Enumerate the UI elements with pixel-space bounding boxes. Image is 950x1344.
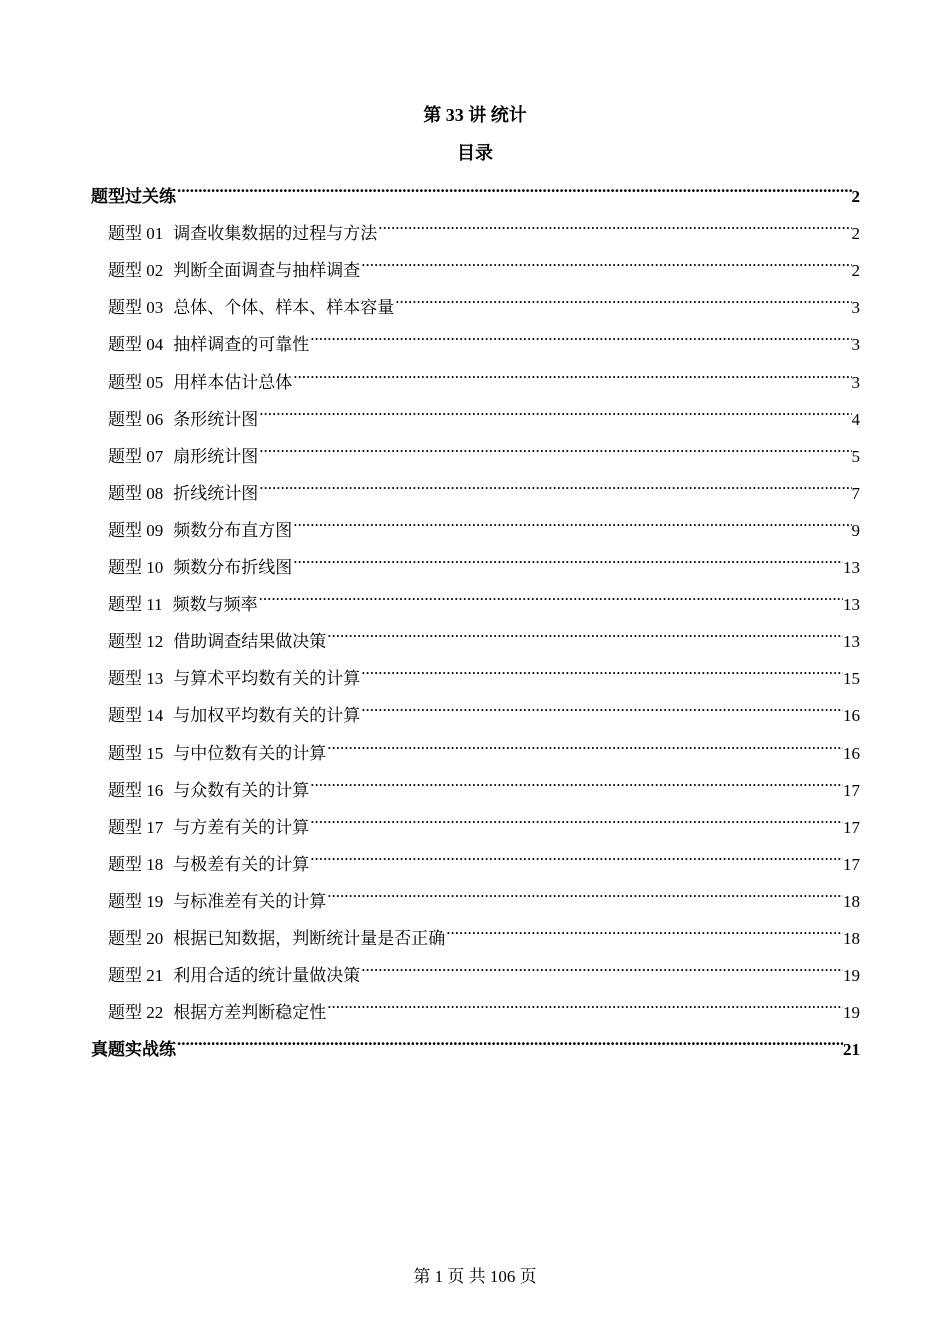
toc-entry-number: 题型 10 bbox=[108, 558, 164, 577]
toc-entry-label bbox=[108, 627, 326, 657]
toc-entry-link[interactable] bbox=[108, 469, 860, 503]
toc-entry-number: 题型 07 bbox=[108, 447, 164, 466]
toc-entry-link[interactable] bbox=[108, 395, 860, 429]
toc-entry-link[interactable] bbox=[108, 654, 860, 688]
dot-leader bbox=[292, 358, 851, 388]
toc-entry-link[interactable] bbox=[108, 543, 860, 577]
toc-entry-link[interactable] bbox=[108, 358, 860, 392]
toc-page-number: 7 bbox=[851, 484, 860, 503]
dot-leader bbox=[360, 246, 851, 276]
toc-entry-link[interactable] bbox=[108, 506, 860, 540]
toc-entry-title: 利用合适的统计量做决策 bbox=[173, 966, 361, 985]
toc-page-number: 18 bbox=[843, 892, 860, 911]
toc-entry-link[interactable] bbox=[108, 209, 860, 243]
toc-entry-number: 题型 20 bbox=[108, 929, 164, 948]
toc-entry-link[interactable] bbox=[108, 283, 860, 317]
toc-entry-label bbox=[108, 293, 394, 323]
dot-leader bbox=[309, 766, 843, 796]
toc-entry-label bbox=[108, 590, 258, 620]
toc-entry-link[interactable] bbox=[108, 914, 860, 948]
toc-entry-number: 题型 18 bbox=[108, 855, 164, 874]
toc-entry-label bbox=[108, 553, 292, 583]
dot-leader bbox=[326, 617, 843, 647]
document-title: 第 33 讲 统计 bbox=[423, 105, 527, 125]
toc-entry-link[interactable] bbox=[108, 877, 860, 911]
toc-page-number: 4 bbox=[851, 410, 860, 429]
toc-entry-title: 用样本估计总体 bbox=[173, 373, 293, 392]
toc-entry-title: 折线统计图 bbox=[173, 484, 259, 503]
toc-entry-title: 调查收集数据的过程与方法 bbox=[173, 224, 378, 243]
toc-page-number: 13 bbox=[843, 632, 860, 651]
toc-page-number: 17 bbox=[843, 818, 860, 837]
toc-entry-label bbox=[108, 330, 309, 360]
toc-entry-link[interactable] bbox=[108, 840, 860, 874]
toc-entry-title: 真题实战练 bbox=[91, 1040, 176, 1059]
toc-entry-number: 题型 02 bbox=[108, 261, 164, 280]
toc-entry-label bbox=[108, 961, 360, 991]
toc-entry-number: 题型 01 bbox=[108, 224, 164, 243]
toc-entry-link[interactable] bbox=[108, 766, 860, 800]
toc-entry-number: 题型 19 bbox=[108, 892, 164, 911]
dot-leader bbox=[326, 988, 843, 1018]
toc-entry-number: 题型 11 bbox=[108, 595, 163, 614]
toc-entry-link[interactable] bbox=[108, 432, 860, 466]
toc-heading: 目录 bbox=[457, 143, 493, 163]
toc-entry-link[interactable] bbox=[108, 729, 860, 763]
toc-entry-label bbox=[91, 1035, 176, 1065]
toc-entry-number: 题型 22 bbox=[108, 1003, 164, 1022]
toc-page-number: 17 bbox=[843, 855, 860, 874]
toc-entry-title: 频数分布折线图 bbox=[173, 558, 293, 577]
toc-entry-title: 扇形统计图 bbox=[173, 447, 259, 466]
toc-entry-label bbox=[108, 701, 360, 731]
toc-page-number: 18 bbox=[843, 929, 860, 948]
toc-entry-number: 题型 14 bbox=[108, 706, 164, 725]
toc-page-number: 15 bbox=[843, 669, 860, 688]
toc-entry-label bbox=[108, 813, 309, 843]
dot-leader bbox=[258, 469, 851, 499]
toc-entry-link[interactable] bbox=[108, 617, 860, 651]
toc-page-number: 3 bbox=[851, 373, 860, 392]
toc-entry-title: 与加权平均数有关的计算 bbox=[173, 706, 361, 725]
toc-entry-number: 题型 17 bbox=[108, 818, 164, 837]
toc-page-number: 19 bbox=[843, 966, 860, 985]
toc-entry-link[interactable] bbox=[108, 320, 860, 354]
toc-entry-link[interactable] bbox=[108, 691, 860, 725]
dot-leader bbox=[394, 283, 851, 313]
dot-leader bbox=[258, 395, 851, 425]
toc-entry-link[interactable] bbox=[108, 580, 860, 614]
toc-entry-label bbox=[108, 664, 360, 694]
toc-entry-number: 题型 06 bbox=[108, 410, 164, 429]
toc-entry-title: 频数分布直方图 bbox=[173, 521, 293, 540]
toc-entry-label bbox=[108, 256, 360, 286]
toc-entry-title: 与方差有关的计算 bbox=[173, 818, 310, 837]
toc-page-number: 3 bbox=[851, 298, 860, 317]
toc-page-number: 21 bbox=[843, 1040, 860, 1059]
toc-entry-label bbox=[108, 924, 445, 954]
toc-page-number: 13 bbox=[843, 595, 860, 614]
dot-leader bbox=[309, 320, 851, 350]
toc-entry-title: 抽样调查的可靠性 bbox=[173, 335, 310, 354]
dot-leader bbox=[360, 951, 843, 981]
toc-entry-number: 题型 12 bbox=[108, 632, 164, 651]
dot-leader bbox=[445, 914, 843, 944]
dot-leader bbox=[258, 432, 851, 462]
toc-entry-label bbox=[108, 479, 258, 509]
toc-page-number: 13 bbox=[843, 558, 860, 577]
dot-leader bbox=[377, 209, 851, 239]
dot-leader bbox=[360, 654, 843, 684]
toc-page-number: 9 bbox=[851, 521, 860, 540]
toc-section-link[interactable] bbox=[91, 172, 860, 206]
dot-leader bbox=[176, 172, 852, 202]
toc-entry-title: 与标准差有关的计算 bbox=[173, 892, 327, 911]
dot-leader bbox=[292, 506, 851, 536]
toc-entry-label bbox=[108, 776, 309, 806]
toc-section-link[interactable] bbox=[91, 1025, 860, 1059]
toc-entry-link[interactable] bbox=[108, 803, 860, 837]
toc-entry-number: 题型 03 bbox=[108, 298, 164, 317]
toc-page-number: 16 bbox=[843, 744, 860, 763]
toc-entry-label bbox=[91, 182, 176, 212]
toc-page-number: 3 bbox=[851, 335, 860, 354]
toc-page-number: 17 bbox=[843, 781, 860, 800]
toc-entry-number: 题型 05 bbox=[108, 373, 164, 392]
toc-entry-title: 条形统计图 bbox=[173, 410, 259, 429]
toc-entry-label bbox=[108, 219, 377, 249]
toc-entry-title: 总体、个体、样本、样本容量 bbox=[173, 298, 395, 317]
toc-page-number: 2 bbox=[851, 187, 860, 206]
page-footer: 第 1 页 共 106 页 bbox=[413, 1267, 537, 1286]
toc-entry-number: 题型 16 bbox=[108, 781, 164, 800]
toc-entry-title: 根据已知数据，判断统计量是否正确 bbox=[173, 929, 446, 948]
toc-entry-title: 根据方差判断稳定性 bbox=[173, 1003, 327, 1022]
toc-entry-title: 与极差有关的计算 bbox=[173, 855, 310, 874]
toc-page-number: 2 bbox=[851, 224, 860, 243]
toc-entry-label bbox=[108, 887, 326, 917]
toc-entry-title: 判断全面调查与抽样调查 bbox=[173, 261, 361, 280]
toc-entry-link[interactable] bbox=[108, 988, 860, 1022]
dot-leader bbox=[326, 877, 843, 907]
toc-entry-number: 题型 15 bbox=[108, 744, 164, 763]
toc-entry-label bbox=[108, 850, 309, 880]
dot-leader bbox=[309, 803, 843, 833]
toc-entry-label bbox=[108, 368, 292, 398]
toc-page-number: 2 bbox=[851, 261, 860, 280]
dot-leader bbox=[309, 840, 843, 870]
toc-entry-number: 题型 08 bbox=[108, 484, 164, 503]
toc-entry-label bbox=[108, 516, 292, 546]
toc-entry-label bbox=[108, 442, 258, 472]
toc-entry-number: 题型 13 bbox=[108, 669, 164, 688]
toc-entry-link[interactable] bbox=[108, 951, 860, 985]
dot-leader bbox=[360, 691, 843, 721]
toc-page-number: 5 bbox=[851, 447, 860, 466]
toc-entry-title: 与众数有关的计算 bbox=[173, 781, 310, 800]
toc-entry-label bbox=[108, 739, 326, 769]
toc-entry-label bbox=[108, 405, 258, 435]
toc-entry-title: 题型过关练 bbox=[91, 187, 176, 206]
toc-page-number: 19 bbox=[843, 1003, 860, 1022]
dot-leader bbox=[326, 729, 843, 759]
toc-entry-number: 题型 04 bbox=[108, 335, 164, 354]
toc-entry-label bbox=[108, 998, 326, 1028]
dot-leader bbox=[258, 580, 843, 610]
dot-leader bbox=[176, 1025, 843, 1055]
dot-leader bbox=[292, 543, 843, 573]
toc-entry-title: 借助调查结果做决策 bbox=[173, 632, 327, 651]
toc-entry-number: 题型 09 bbox=[108, 521, 164, 540]
toc-entry-title: 与算术平均数有关的计算 bbox=[173, 669, 361, 688]
toc-page-number: 16 bbox=[843, 706, 860, 725]
toc-entry-link[interactable] bbox=[108, 246, 860, 280]
toc-entry-number: 题型 21 bbox=[108, 966, 164, 985]
toc-entry-title: 与中位数有关的计算 bbox=[173, 744, 327, 763]
toc-entry-title: 频数与频率 bbox=[172, 595, 258, 614]
